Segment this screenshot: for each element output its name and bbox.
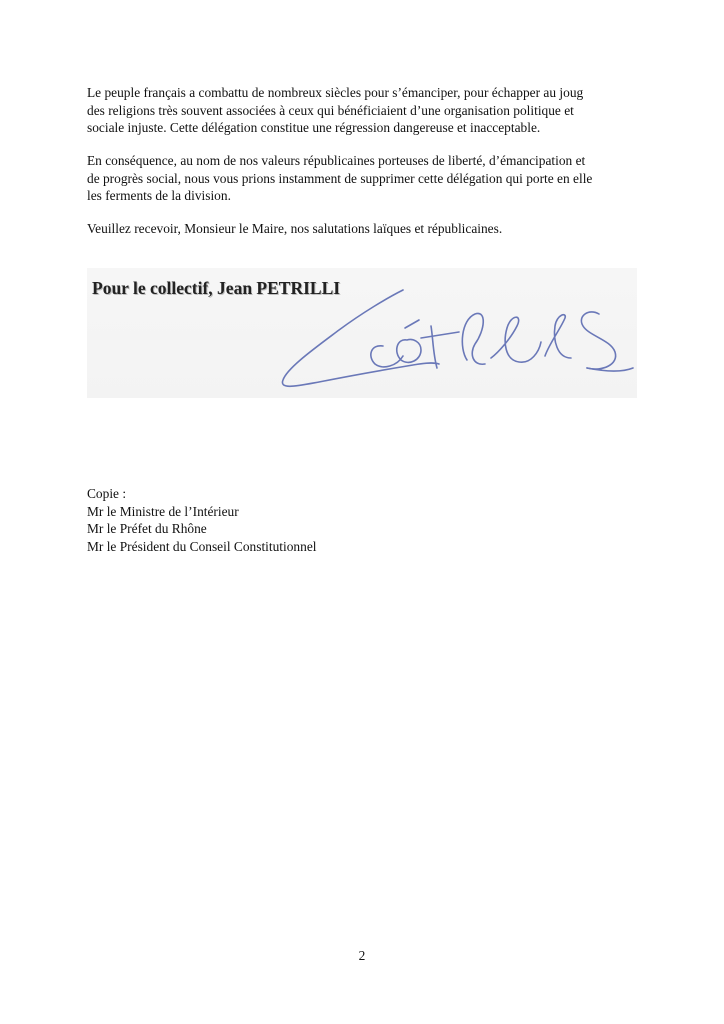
paragraph-line: les ferments de la division. [87,188,231,203]
copy-recipient: Mr le Président du Conseil Constitutionnel [87,538,317,554]
signature-block [87,268,637,398]
copy-recipient: Mr le Préfet du Rhône [87,521,207,536]
paragraph-request [87,152,647,205]
handwritten-signature [87,268,637,398]
paragraph-line: En conséquence, au nom de nos valeurs républicaines porteuses de liberté, d’émancipation et [87,153,586,168]
paragraph-line: sociale injuste. Cette délégation constitue une régression dangereuse et inacceptable. [87,120,541,135]
copy-recipient: Mr le Ministre de l’Intérieur [87,503,239,519]
copies-list [87,485,317,555]
paragraph-line: Le peuple français a combattu de nombreux siècles pour s’émanciper, pour échapper au joug [87,85,584,100]
paragraph-line: Veuillez recevoir, Monsieur le Maire, nos salutations laïques et républicaines. [87,221,503,236]
page-number: 2 [358,948,366,963]
signature-printed-name: Pour le collectif, Jean PETRILLI [92,278,341,298]
copies-heading: Copie : [87,486,127,501]
paragraph-line: de progrès social, nous vous prions instamment de supprimer cette délégation qui porte en elle [87,170,593,186]
paragraph-closing [87,220,647,238]
paragraph-emancipation [87,84,647,137]
paragraph-line: des religions très souvent associées à ceux qui bénéficiaient d’une organisation politique et [87,102,574,118]
